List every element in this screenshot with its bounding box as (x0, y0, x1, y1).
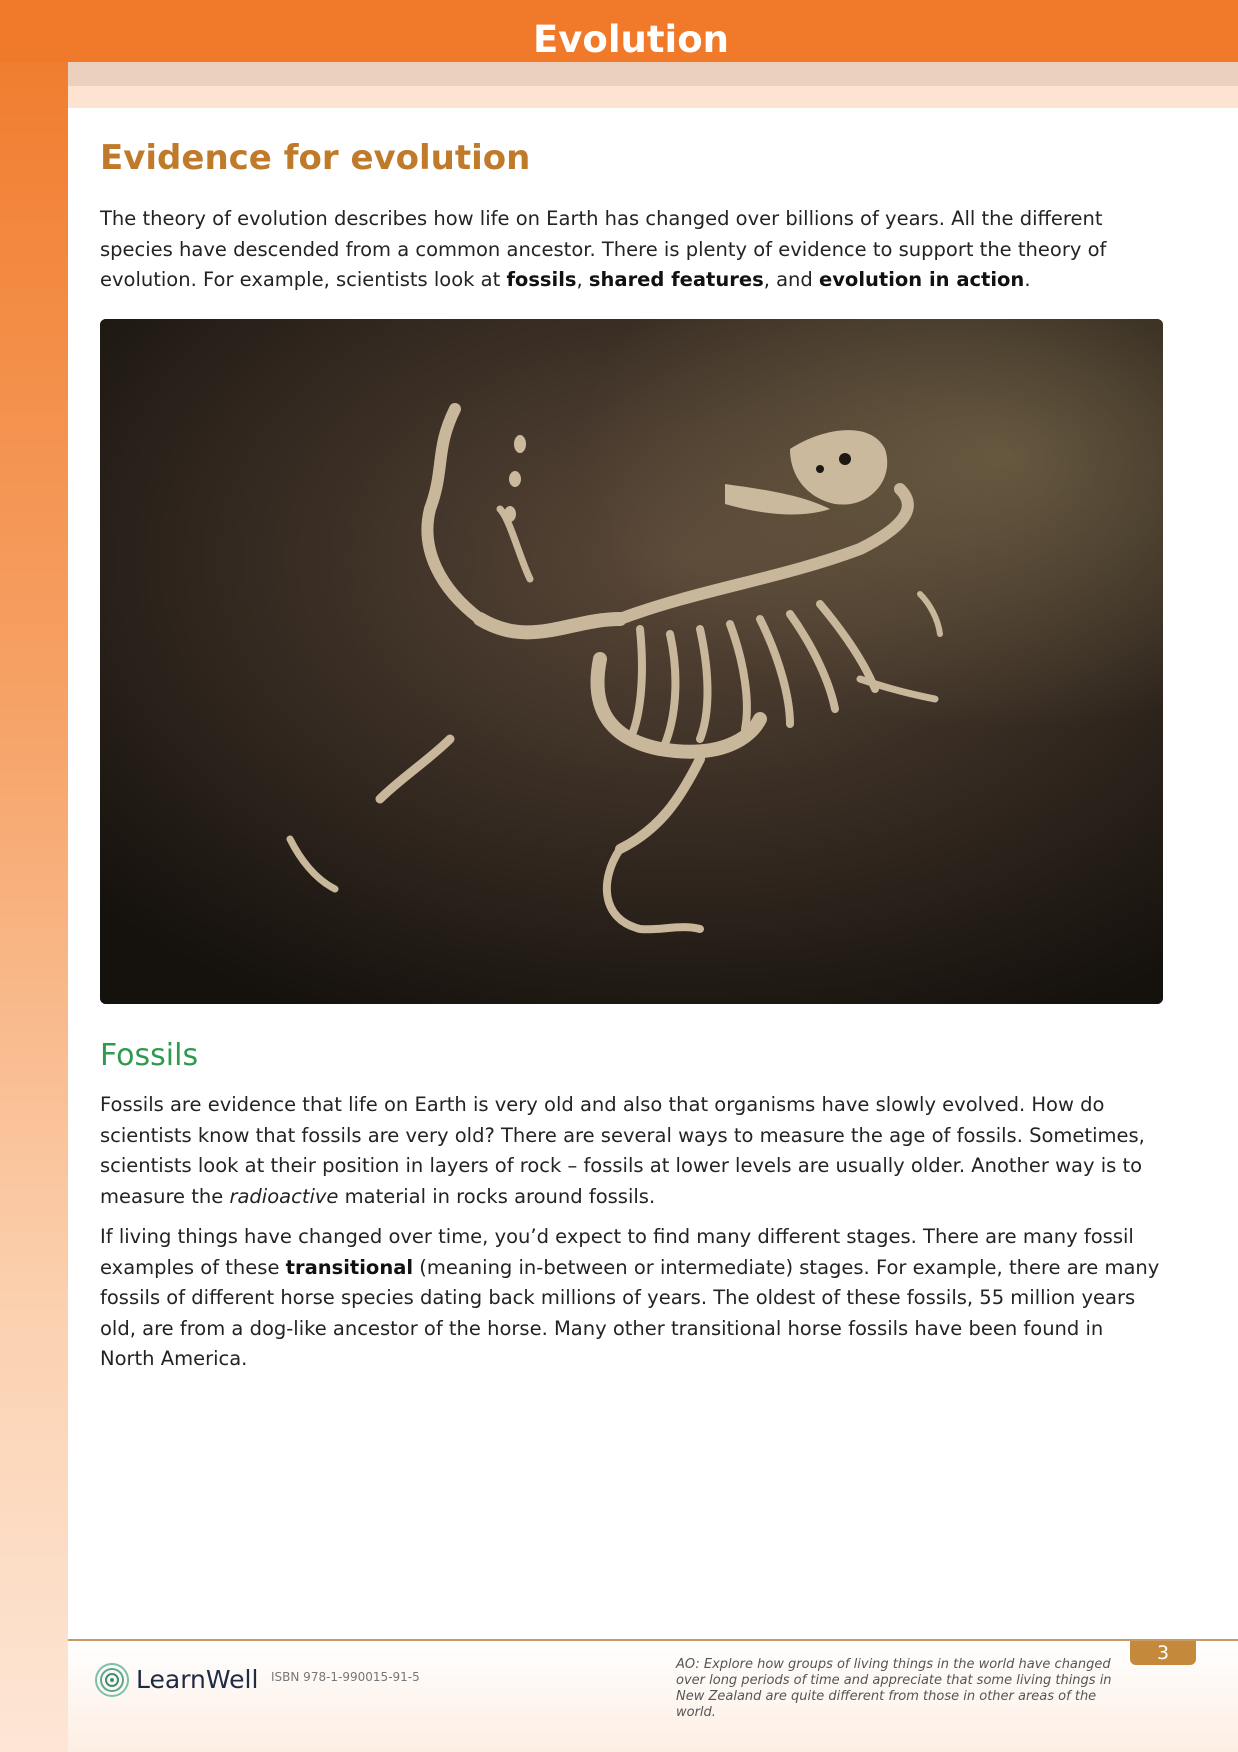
isbn-text: ISBN 978-1-990015-91-5 (271, 1670, 420, 1684)
swirl-logo-icon (94, 1662, 130, 1698)
header-stripe (68, 62, 1238, 86)
page-number: 3 (1130, 1641, 1196, 1665)
fossils-paragraph-1: Fossils are evidence that life on Earth is very old and also that organisms have slowly evolved. How do scientists know that fossils are very old? There are several ways to measure the age of fossils. Sometimes, scientists look at their position in layers of rock – fossils at lower levels are usually older. Another way is to measure the radioactive material in rocks around fossils. (100, 1093, 1145, 1208)
term-fossils: fossils (506, 268, 577, 291)
dinosaur-fossil-photo (100, 319, 1163, 1004)
page-header-title: Evolution (533, 18, 729, 61)
learnwell-logo (94, 1662, 130, 1702)
achievement-objective: AO: Explore how groups of living things in the world have changed over long periods of time and appreciate that some living things in New Zealand are quite different from those in other areas of the world. (676, 1657, 1112, 1720)
section-title: Evidence for evolution (100, 138, 531, 178)
term-evolution-in-action: evolution in action (818, 268, 1025, 291)
term-radioactive: radioactive (229, 1184, 339, 1208)
term-transitional: transitional (285, 1255, 414, 1279)
brand-name: LearnWell (136, 1665, 259, 1694)
fossils-heading: Fossils (100, 1038, 199, 1073)
header-stripe-light (68, 86, 1238, 108)
left-accent-band (0, 0, 68, 1752)
intro-paragraph: The theory of evolution describes how life on Earth has changed over billions of years. All the different species have descended from a common ancestor. There is plenty of evidence to support the theory of evolution. For example, scientists look at fossils, shared features, and evolution in action. (100, 207, 1107, 291)
term-shared-features: shared features (588, 268, 764, 291)
footer-divider (68, 1639, 1238, 1641)
fossils-paragraph-2: If living things have changed over time, you’d expect to find many different stages. There are many fossil examples of these transitional (meaning in-between or intermediate) stages. For example, there are many fossils of different horse species dating back millions of years. The oldest of these fossils, 55 million years old, are from a dog-like ancestor of the horse. Many other transitional horse fossils have been found in North America. (100, 1225, 1160, 1370)
fossil-illustration (100, 319, 1163, 1004)
